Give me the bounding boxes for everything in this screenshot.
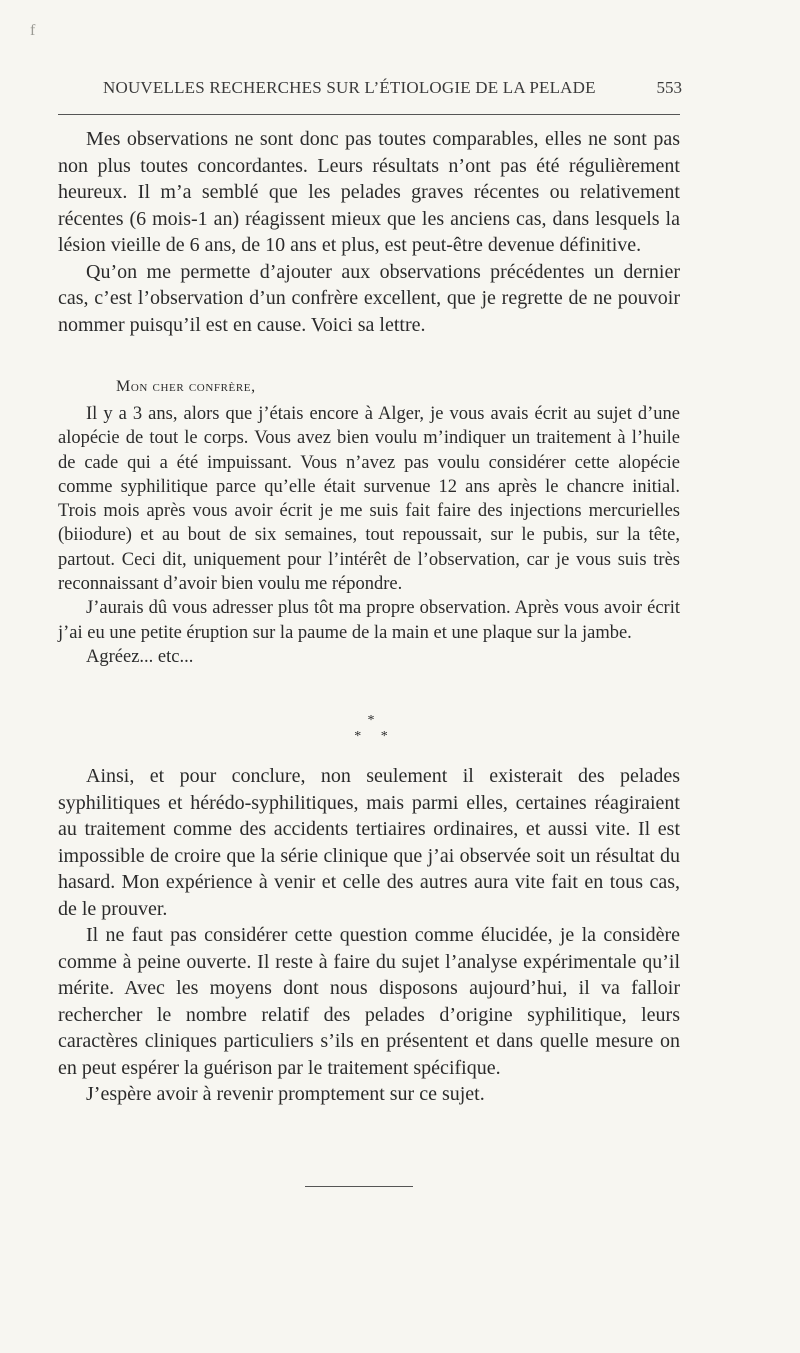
separator-top: *	[367, 713, 375, 728]
running-head: NOUVELLES RECHERCHES SUR L’ÉTIOLOGIE DE LA PELADE	[103, 78, 596, 97]
letter-paragraph: Il y a 3 ans, alors que j’étais encore à Alger, je vous avais écrit au sujet d’une alopécie de tout le corps. Vous avez bien voulu m’indiquer un traitement à l’huile de cade qui a été impuissant. Vous n’avez pas voulu considérer cette alopécie comme syphilitique parce qu’elle était survenue 12 ans après le chancre initial. Trois mois après vous avoir écrit je me suis fait faire des injections mercurielles (biiodure) et au bout de six semaines, tout repoussait, sur le pubis, sur la tête, partout. Ceci dit, uniquement pour l’intérêt de l’observation, car je vous suis très reconnaissant d’avoir bien voulu me répondre.	[58, 404, 680, 595]
end-rule	[305, 1186, 413, 1187]
paragraph: Qu’on me permette d’ajouter aux observations précédentes un dernier cas, c’est l’observation d’un confrère excellent, que je regrette de ne pouvoir nommer puisqu’il est en cause. Voici sa lettre.	[58, 260, 680, 336]
paragraph: J’espère avoir à revenir promptement sur ce sujet.	[86, 1083, 485, 1105]
section-separator	[58, 714, 680, 744]
letter-paragraph: Agréez... etc...	[86, 646, 194, 667]
paragraph: Mes observations ne sont donc pas toutes comparables, elles ne sont pas non plus toutes concordantes. Leurs résultats n’ont pas été régulièrement heureux. Il m’a semblé que les pelades graves récentes ou relativement récentes (6 mois-1 an) réagissent mieux que les anciens cas, dans lesquels la lésion vieille de 6 ans, de 10 ans et plus, est peut-être devenue définitive.	[58, 128, 680, 256]
page-number: 553	[656, 78, 682, 97]
body-top	[58, 126, 680, 338]
paragraph: Ainsi, et pour conclure, non seulement il existerait des pelades syphilitiques et hérédo-syphilitiques, mais parmi elles, certaines réagiraient au traitement comme des accidents tertiaires ordinaires, et aussi vite. Il est impossible de croire que la série clinique que j’ai observée soit un résultat du hasard. Mon expérience à venir et celle des autres aura vite fait en tous cas, de le prouver.	[58, 765, 680, 920]
body-bottom	[58, 763, 680, 1108]
header-rule	[58, 114, 680, 115]
letter-salutation: Mon cher confrère,	[116, 378, 256, 395]
paragraph: Il ne faut pas considérer cette question comme élucidée, je la considère comme à peine ouverte. Il reste à faire du sujet l’analyse expérimentale qu’il mérite. Avec les moyens dont nous disposons aujourd’hui, il va falloir rechercher le nombre relatif des pelades d’origine syphilitique, leurs caractères cliniques particuliers s’ils en présentent et dans quelle mesure on en peut espérer la guérison par le traitement spécifique.	[58, 924, 680, 1079]
separator-bottom: * *	[354, 729, 396, 744]
letter-body	[58, 402, 680, 669]
corner-mark: f	[30, 22, 36, 39]
letter-paragraph: J’aurais dû vous adresser plus tôt ma propre observation. Après vous avoir écrit j’ai eu une petite éruption sur la paume de la main et une plaque sur la jambe.	[58, 598, 680, 643]
